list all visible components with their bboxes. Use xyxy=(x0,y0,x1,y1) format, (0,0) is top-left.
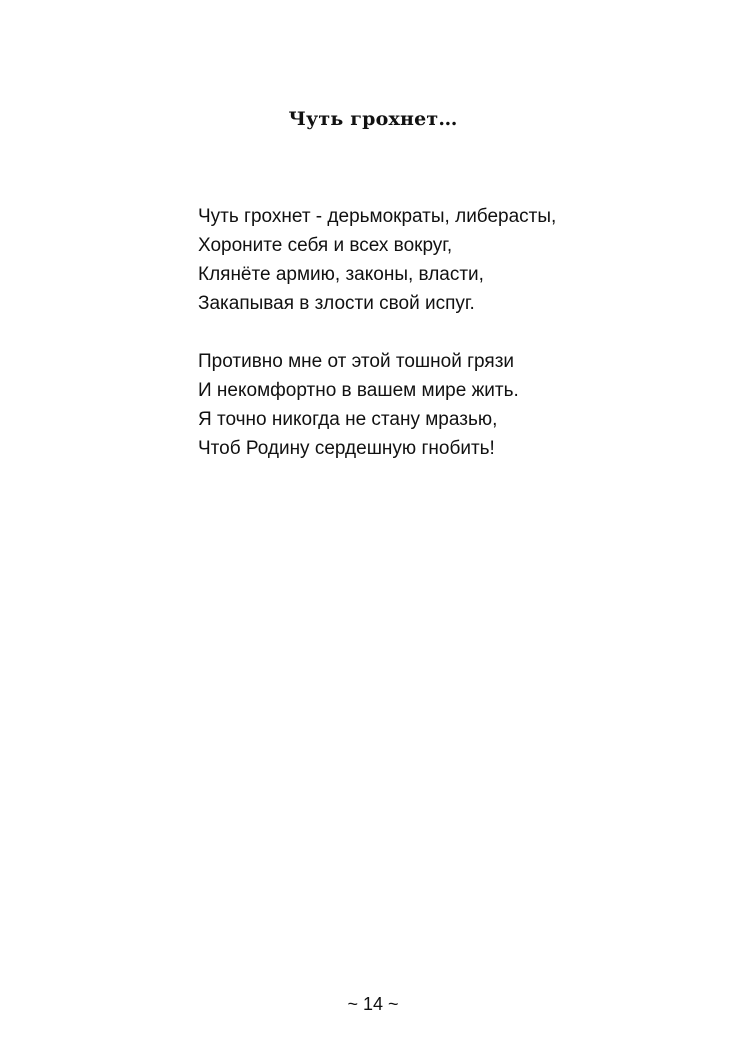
poem-title: Чуть грохнет… xyxy=(288,108,458,130)
poem-line: Клянёте армию, законы, власти, xyxy=(198,264,484,285)
stanza-1 xyxy=(198,202,658,318)
poem-line: Противно мне от этой тошной грязи xyxy=(198,351,515,372)
poem-line: И некомфортно в вашем мире жить. xyxy=(198,380,519,401)
poem-line: Я точно никогда не стану мразью, xyxy=(198,409,498,430)
poem-body xyxy=(198,202,658,492)
stanza-2 xyxy=(198,347,658,463)
poem-line: Чтоб Родину сердешную гнобить! xyxy=(198,438,495,459)
poem-line: Закапывая в злости свой испуг. xyxy=(198,293,475,314)
page-number: ~ 14 ~ xyxy=(347,994,399,1014)
poem-line: Чуть грохнет - дерьмократы, либерасты, xyxy=(198,206,557,227)
poem-line: Хороните себя и всех вокруг, xyxy=(198,235,453,256)
